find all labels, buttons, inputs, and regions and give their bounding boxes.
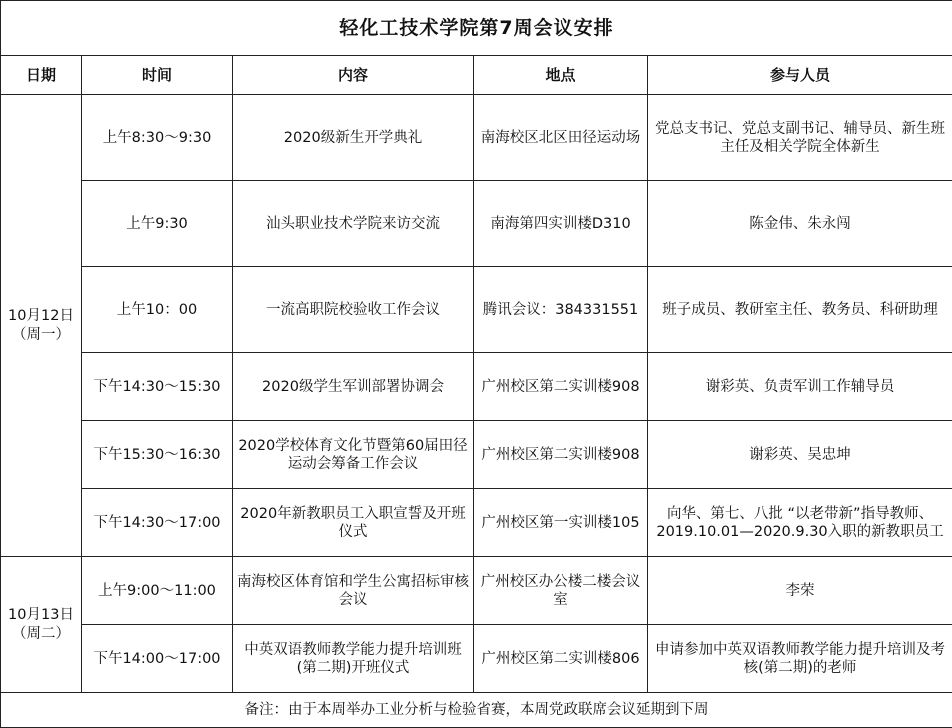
table-row: [1, 489, 952, 557]
table-row: [1, 557, 952, 625]
location-cell: 广州校区第一实训楼105: [474, 489, 648, 557]
participants-cell: 谢彩英、负责军训工作辅导员: [648, 353, 952, 421]
table-row: [1, 267, 952, 353]
footnote: 备注：由于本周举办工业分析与检验省赛，本周党政联席会议延期到下周: [1, 693, 952, 728]
content-cell: 2020年新教职员工入职宣誓及开班仪式: [233, 489, 474, 557]
content-cell: 中英双语教师教学能力提升培训班(第二期)开班仪式: [233, 625, 474, 693]
content-cell: 2020级新生开学典礼: [233, 95, 474, 181]
location-cell: 广州校区第二实训楼806: [474, 625, 648, 693]
participants-cell: 党总支书记、党总支副书记、辅导员、新生班主任及相关学院全体新生: [648, 95, 952, 181]
participants-cell: 班子成员、教研室主任、教务员、科研助理: [648, 267, 952, 353]
date-label: 10月12日: [8, 307, 74, 324]
time-cell: 上午8:30～9:30: [82, 95, 233, 181]
time-cell: 上午10：00: [82, 267, 233, 353]
content-cell: 2020学校体育文化节暨第60届田径运动会筹备工作会议: [233, 421, 474, 489]
table-row: [1, 353, 952, 421]
time-cell: 下午15:30～16:30: [82, 421, 233, 489]
time-cell: 下午14:30～15:30: [82, 353, 233, 421]
table-row: [1, 181, 952, 267]
header-date: 日期: [1, 56, 82, 95]
participants-cell: 申请参加中英双语教师教学能力提升培训及考核(第二期)的老师: [648, 625, 952, 693]
time-cell: 上午9:30: [82, 181, 233, 267]
time-cell: 下午14:00～17:00: [82, 625, 233, 693]
content-cell: 汕头职业技术学院来访交流: [233, 181, 474, 267]
participants-cell: 向华、第七、八批 “以老带新”指导教师、2019.10.01—2020.9.30入职的新教职员工: [648, 489, 952, 557]
location-cell: 广州校区第二实训楼908: [474, 421, 648, 489]
table-row: [1, 95, 952, 181]
time-cell: 下午14:30～17:00: [82, 489, 233, 557]
header-participants: 参与人员: [648, 56, 952, 95]
weekday-label: （周一）: [12, 326, 70, 343]
header-time: 时间: [82, 56, 233, 95]
location-cell: 南海第四实训楼D310: [474, 181, 648, 267]
header-location: 地点: [474, 56, 648, 95]
participants-cell: 陈金伟、朱永闯: [648, 181, 952, 267]
table-row: [1, 421, 952, 489]
content-cell: 一流高职院校验收工作会议: [233, 267, 474, 353]
header-content: 内容: [233, 56, 474, 95]
content-cell: 南海校区体育馆和学生公寓招标审核会议: [233, 557, 474, 625]
participants-cell: 李荣: [648, 557, 952, 625]
weekday-label: （周二）: [12, 625, 70, 642]
header-row: [1, 56, 952, 95]
location-cell: 广州校区办公楼二楼会议室: [474, 557, 648, 625]
content-cell: 2020级学生军训部署协调会: [233, 353, 474, 421]
participants-cell: 谢彩英、吴忠坤: [648, 421, 952, 489]
date-cell: [1, 557, 82, 693]
date-label: 10月13日: [8, 606, 74, 623]
time-cell: 上午9:00～11:00: [82, 557, 233, 625]
table-row: [1, 625, 952, 693]
location-cell: 广州校区第二实训楼908: [474, 353, 648, 421]
date-cell: [1, 95, 82, 557]
location-cell: 腾讯会议：384331551: [474, 267, 648, 353]
location-cell: 南海校区北区田径运动场: [474, 95, 648, 181]
page-title: 轻化工技术学院第7周会议安排: [1, 1, 952, 56]
